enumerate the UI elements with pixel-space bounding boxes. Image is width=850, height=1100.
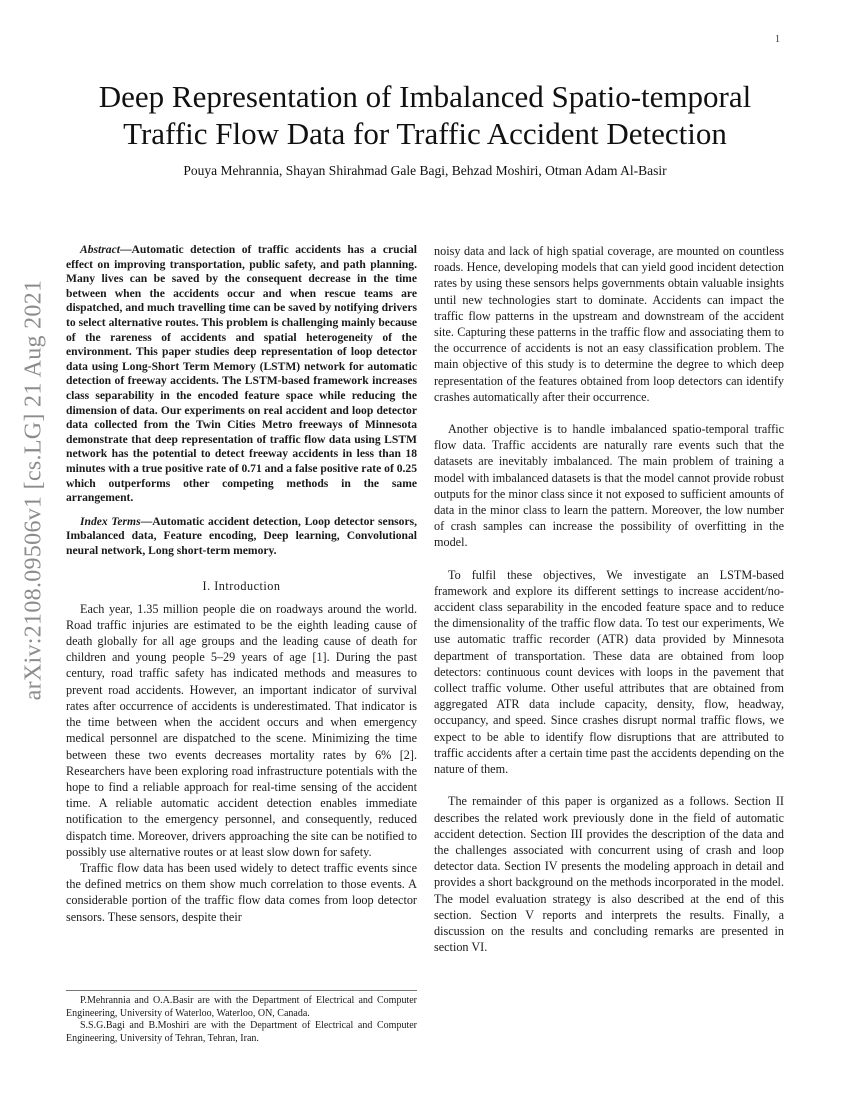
intro-paragraph-2: Traffic flow data has been used widely to detect traffic events since the defined metrics on them show much correlation to those events. A considerable portion of the traffic flow data comes from loop detector sensors. These sensors, despite their: [66, 860, 417, 924]
footnote-2: S.S.G.Bagi and B.Moshiri are with the Department of Electrical and Computer Engineering, University of Tehran, Tehran, Iran.: [66, 1020, 417, 1044]
footnote-1: P.Mehrannia and O.A.Basir are with the Department of Electrical and Computer Engineering, University of Waterloo, Waterloo, ON, Canada.: [66, 995, 417, 1019]
page-number: 1: [775, 34, 780, 45]
footnotes: [66, 990, 417, 1045]
arxiv-identifier-text: arXiv:2108.09506v1 [cs.LG] 21 Aug 2021: [20, 279, 47, 701]
arxiv-identifier-stamp: [18, 279, 50, 701]
abstract-label: Abstract: [80, 243, 120, 256]
paper-title: [0, 78, 850, 152]
paper-title-line-2: Traffic Flow Data for Traffic Accident Detection: [123, 116, 727, 151]
index-terms-text: —Automatic accident detection, Loop detector sensors, Imbalanced data, Feature encoding, Deep learning, Convolutional neural network, Long short-term memory.: [66, 514, 418, 557]
left-column: [66, 243, 417, 925]
abstract-text: —Automatic detection of traffic accidents has a crucial effect on improving transportation, public safety, and path planning. Many lives can be saved by the consequent decrease in the time between when the accidents occur and when rescue teams are dispatched, and much travelling time can be saved by notifying drivers to select alternative routes. This problem is challenging mainly because of the rareness of accidents and spatial heterogeneity of the environment. This paper studies deep representation of loop detector data using Long-Short Term Memory (LSTM) network for automatic detection of freeway accidents. The LSTM-based framework increases class separability in the encoded feature space while reducing the dimension of data. Our experiments on real accident and loop detector data collected from the Twin Cities Metro freeways of Minnesota demonstrate that deep representation of traffic flow data using LSTM network has the potential to detect freeway accidents in less than 18 minutes with a true positive rate of 0.71 and a false positive rate of 0.25 which outperforms other competing methods in the same arrangement.: [66, 243, 417, 505]
paper-title-line-1: Deep Representation of Imbalanced Spatio-temporal: [98, 79, 752, 114]
right-column: [434, 243, 784, 971]
abstract: [66, 243, 417, 506]
index-terms-label: Index Terms: [80, 514, 141, 528]
intro-paragraph-4: Another objective is to handle imbalanced spatio-temporal traffic flow data. Traffic accidents are naturally rare events such that the datasets are inevitably imbalanced. The main problem of training a model with imbalanced datasets is that the model cannot provide robust outputs for the minor class since it not exposed to sufficient amounts of data in the minor class to learn the pattern. Moreover, the low number of crash samples can increase the possibility of overfitting in the model.: [434, 422, 784, 550]
intro-paragraph-1: Each year, 1.35 million people die on roadways around the world. Road traffic injuries are estimated to be the eighth leading cause of death globally for all age groups and the leading cause of death for children and young people 5–29 years of age [1]. During the past century, road traffic safety has indicated methods and measures to prevent road accidents. However, an important indicator of survival rates after occurrence of accidents is underestimated. That indicator is the time between when the accident occurs and when emergency medical personnel are dispatched to the scene. Minimizing the time between these two events decreases mortality rates by 6% [2]. Researchers have been exploring road infrastructure potentials with the hope to find a reliable approach for real-time sensing of the accident time. A reliable automatic accident detection enables immediate notification to the emergency personnel, and consequently, reduced dispatch time. Moreover, drivers approaching the site can be notified to possibly use alternative routes or at least slow down for safety.: [66, 601, 417, 859]
intro-paragraph-5: To fulfil these objectives, We investigate an LSTM-based framework and explore its different settings to increase accident/no-accident class separability in the encoded feature space and to reduce the dimensionality of the traffic flow data. To test our experiments, We use automatic traffic recorder (ATR) data provided by Minnesota department of transportation. These data are obtained from loop detectors: continuous count devices with loops in the pavement that collect traffic volume. Other useful attributes that are obtained from aggregated ATR data include capacity, density, flow, headway, occupancy, and speed. Since crashes disrupt normal traffic flows, we expect to be able to identify flow disruptions that are attributed to traffic accidents after a certain time past the accidents depending on the nature of them.: [434, 567, 784, 777]
index-terms: [66, 515, 417, 559]
intro-paragraph-3: noisy data and lack of high spatial coverage, are mounted on countless roads. Hence, developing models that can yield good incident detection rates by using these sensors helps governments obtain valuable insights until new technologies start to dominate. Accidents can impact the traffic flow patterns in the upstream and downstream of the accident site. Capturing these patterns in the traffic flow and associating them to the occurrence of accidents is not an easy classification problem. The main objective of this study is to determine the degree to which deep representation of the features obtained from loop detectors can identify crashes automatically after their occurrence.: [434, 244, 784, 404]
section-heading-introduction: I. Introduction: [202, 579, 281, 594]
intro-paragraph-6: The remainder of this paper is organized as a follows. Section II describes the related work previously done in the field of automatic accident detection. Section III provides the description of the data and the challenges associated with concurrent using of crash and loop detector data. Section IV presents the modeling approach in detail and provides a short background on the methods incorporated in the model. The model evaluation strategy is also described at the end of this section. Section V reports and interprets the results. Finally, a discussion on the results and concluding remarks are presented in section VI.: [434, 794, 784, 955]
author-list: Pouya Mehrannia, Shayan Shirahmad Gale Bagi, Behzad Moshiri, Otman Adam Al-Basir: [183, 163, 667, 178]
